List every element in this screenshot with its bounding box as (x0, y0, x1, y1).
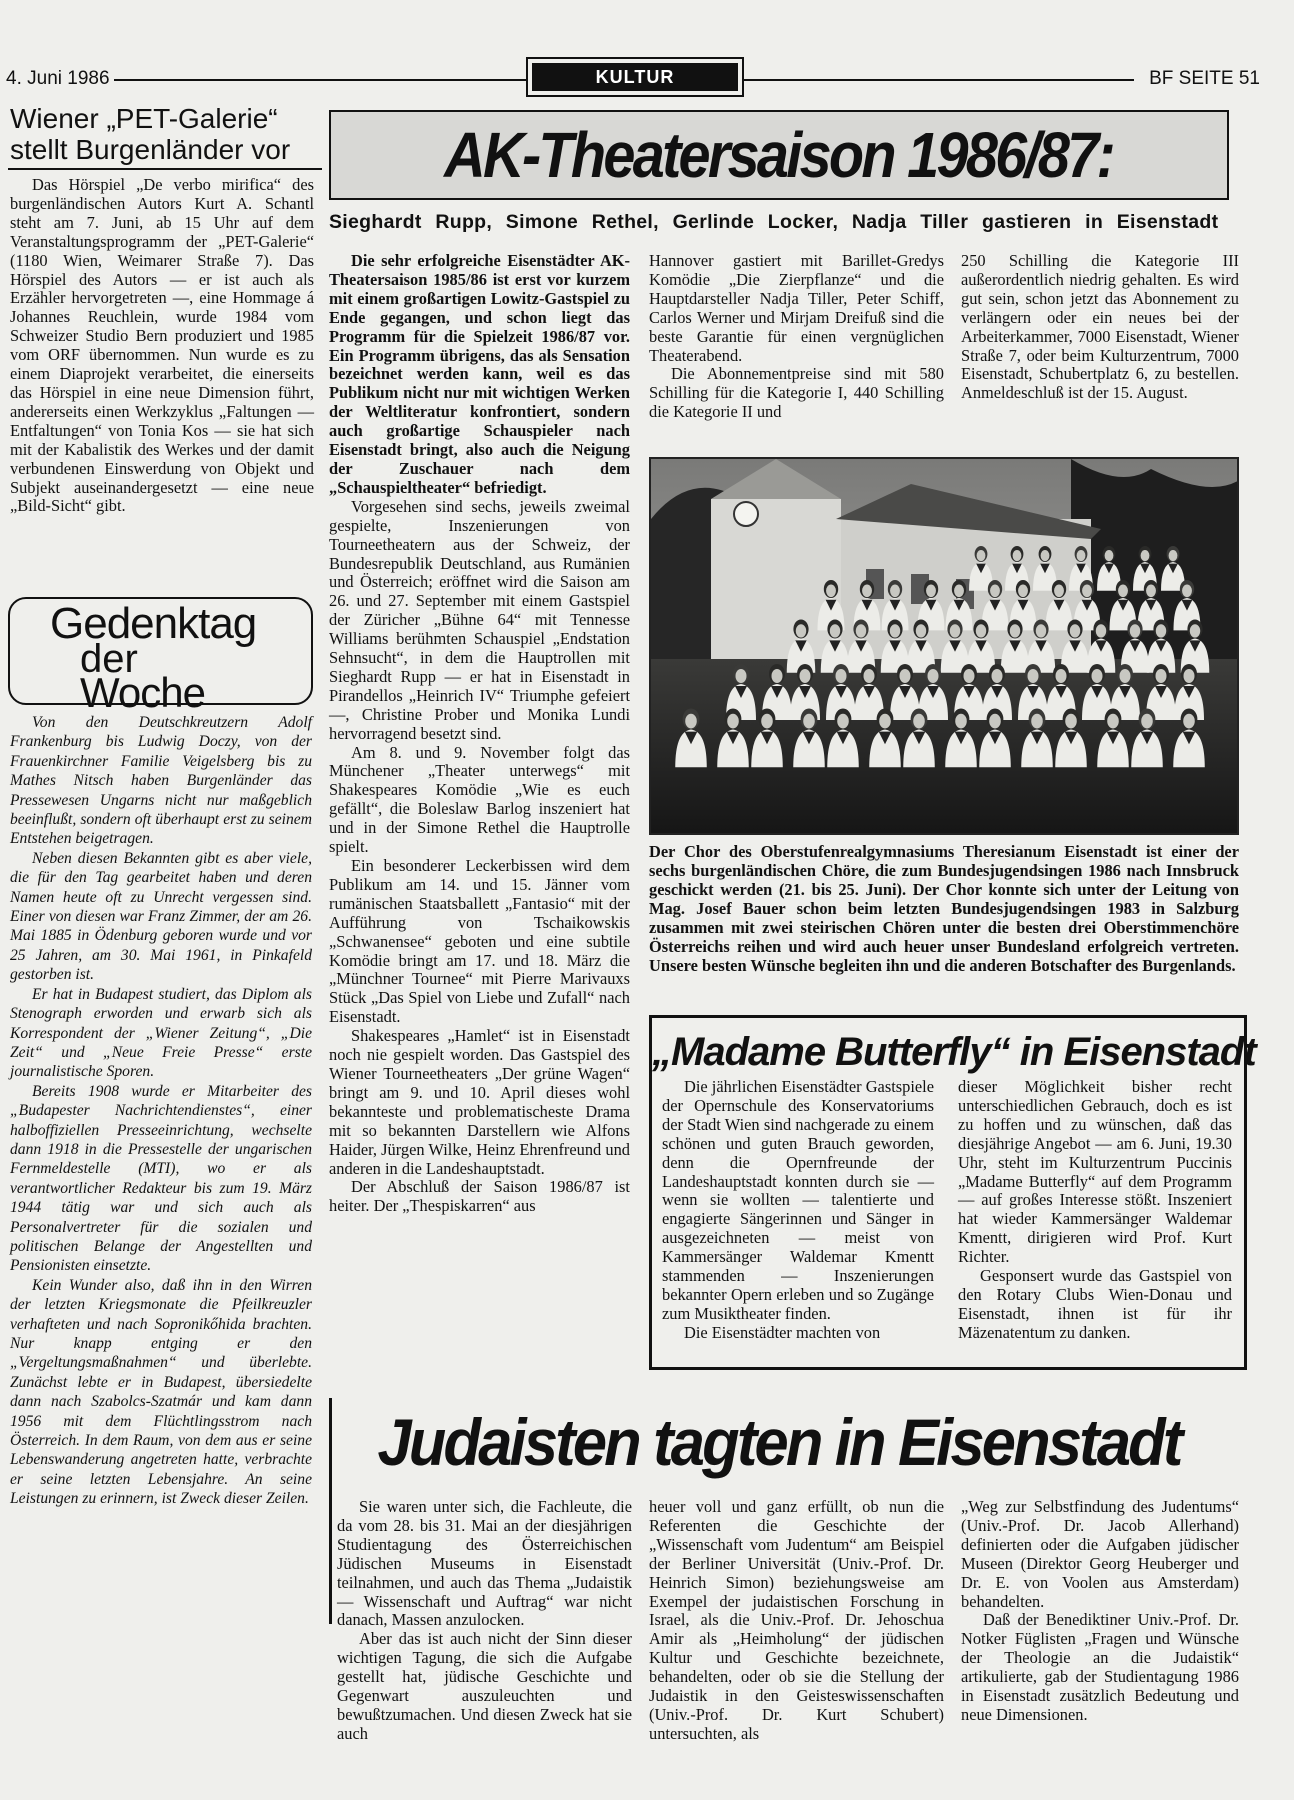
choir-member-face (1146, 585, 1156, 598)
choir-member-face (955, 714, 967, 729)
choir-member-face (1141, 714, 1153, 729)
issue-date: 4. Juni 1986 (6, 68, 114, 90)
butterfly-col1 (662, 1078, 934, 1343)
judaisten-paragraph: „Weg zur Selbstfindung des Judentums“ (Univ.-Prof. Dr. Jacob Allerhand) definierten oder die Aufgaben jüdischer Museen (Direktor Georg Heuberger und Dr. E. von Voolen aus Amsterdam) behandelten. (961, 1497, 1239, 1611)
choir-member-face (1190, 624, 1200, 637)
choir-member-face (1056, 669, 1067, 683)
choir-member-face (837, 714, 849, 729)
header-rule-right (742, 79, 1134, 81)
left-article-text: Das Hörspiel „De verbo mirifica“ des burgenländischen Autors Kurt A. Schantl steht am 7. Juni, ab 15 Uhr auf dem Veranstaltungsprogramm der „PET-Galerie“ (1180 Wien, Weimarer Straße 7). Das Hörspiel des Autors — er ist auch als Erzähler hervorgetreten —, eine Hommage á Johannes Reuchlein, wurde 1984 vom Schweizer Studio Bern produziert und 1985 vom ORF übernommen. Nun wurde es zu einem Diaprojekt verarbeitet, die einerseits das Hörspiel in eine neue Dimension führt, andererseits einen Werkzyklus „Faltungen — Entfaltungen“ von Tonia Kos — sie hat sich mit der Kabalistik des Werkes und der damit verbundenen Einswerdung von Objekt und Subjekt auseinandergesetzt — eine neue „Bild-Sicht“ gibt. (10, 175, 314, 516)
main-headline-box (329, 110, 1229, 200)
butterfly-paragraph: Gesponsert wurde das Gastspiel von den Rotary Clubs Wien-Donau und Eisenstadt, ihnen ist für ihr Mäzenatentum zu danken. (958, 1266, 1232, 1342)
choir-member-face (830, 624, 840, 637)
choir-member-face (1156, 624, 1166, 637)
gedenktag-paragraph: Kein Wunder also, daß ihn in den Wirren der letzten Kriegsmonate die Pfeilkreuzler verhafteten und nach Sopronikőhida brachten. Nur knapp entging er den „Vergeltungsmaßnahmen“ und überlebte. Zunächst lebte er in Budapest, übersiedelte dann nach Szabolcs-Szatmár und kam dann 1956 mit dem Flüchtlingsstrom nach Österreich. In dem Raum, von dem aus er seine Lebenswanderung angetreten hatte, verbrachte er seine letzten Lebensjahre. An seine Leistungen zu erinnern, ist Zweck dieser Zeilen. (10, 1276, 312, 1508)
judaisten-col2 (649, 1498, 944, 1744)
choir-member-face (1184, 669, 1195, 683)
judaisten-col1 (337, 1498, 632, 1744)
left-article-headline (10, 103, 322, 165)
choir-member-face (1156, 669, 1167, 683)
choir-member-face (990, 585, 1000, 598)
butterfly-headline: „Madame Butterfly“ in Eisenstadt (652, 1030, 1256, 1074)
butterfly-col2 (958, 1078, 1232, 1343)
choir-member-face (1082, 585, 1092, 598)
choir-member-face (992, 669, 1003, 683)
choir-member-face (1096, 624, 1106, 637)
judaisten-paragraph: Sie waren unter sich, die Fachleute, die da vom 28. bis 31. Mai an der diesjährigen Studientagung des Österreichischen Jüdischen Museums in Eisenstadt teilnahmen, und auch das Thema „Judaistik — Wissenschaft und Auftrag“ war nicht danach, Massen anzulocken. (337, 1497, 632, 1630)
gedenktag-paragraph: Er hat in Budapest studiert, das Diplom als Stenograph erworden und erwarb sich als Korrespondent der „Wiener Zeitung“, „Die Zeit“ und „Neue Freie Presse“ erste journalistische Sporen. (10, 985, 312, 1081)
choir-member-face (1070, 624, 1080, 637)
choir-member-face (1118, 585, 1128, 598)
choir-member-face (1169, 550, 1178, 561)
choir-member-face (1130, 624, 1140, 637)
main-article-col1 (329, 252, 630, 1216)
judaisten-headline: Judaisten tagten in Eisenstadt (377, 1405, 1181, 1479)
butterfly-article-box (649, 1015, 1256, 1370)
choir-member-face (772, 669, 783, 683)
choir-member-face (800, 669, 811, 683)
photo-caption: Der Chor des Oberstufenrealgymnasiums Theresianum Eisenstadt ist einer der sechs burgenländischen Chöre, die zum Bundesjugendsingen 1986 nach Innsbruck geschickt werden (21. bis 25. Juni). Der Chor konnte sich unter der Leitung von Mag. Josef Bauer schon beim letzten Bundesjugendsingen 1983 in Salzburg zusammen mit zwei steirischen Chören unter die besten drei Oberstimmenchöre Österreichs reihen und wird auch heuer unser Bundesland erfolgreich vertreten. Unsere besten Wünsche begleiten ihn und die anderen Botschafter des Burgenlands. (649, 842, 1239, 975)
main-article-paragraph: 250 Schilling die Kategorie III außerordentlich niedrig gehalten. Es wird gut sein, schon jetzt das Abonnement zu verlängern oder ein neues bei der Arbeiterkammer, 7000 Eisenstadt, Wiener Straße 7, oder beim Kulturzentrum, 7000 Eisenstadt, Schubertplatz 6, zu bestellen. Anmeldeschluß ist der 15. August. (961, 251, 1239, 403)
choir-member-face (989, 714, 1001, 729)
choir-member-face (1036, 624, 1046, 637)
page-number: BF SEITE 51 (1145, 68, 1260, 90)
choir-member-face (685, 714, 697, 729)
main-article-paragraph: Hannover gastiert mit Barillet-Gredys Komödie „Die Zierpflanze“ und die Hauptdarsteller Nadja Tiller, Peter Schiff, Carlos Werner und Mirjam Dreifuß sind die beste Garantie für einen vergnüglichen Theaterabend. (649, 251, 944, 365)
choir-member-face (836, 669, 847, 683)
gedenktag-body (10, 713, 312, 1509)
choir-member-face (1013, 550, 1022, 561)
choir-member-face (1041, 550, 1050, 561)
gedenktag-paragraph: Neben diesen Bekannten gibt es aber viele, die für den Tag gearbeitet haben und deren Namen heute oft zu Unrecht vergessen sind. Einer von diesen war Franz Zimmer, der am 26. Mai 1885 in Ödenburg geboren wurde und vor 25 Jahren, am 30. Mai 1961, in Pinkafeld gestorben ist. (10, 849, 312, 984)
choir-member-face (796, 624, 806, 637)
choir-member-face (879, 714, 891, 729)
choir-member-face (1182, 585, 1192, 598)
choir-member-face (862, 585, 872, 598)
choir-member-face (1077, 550, 1086, 561)
choir-member-face (916, 624, 926, 637)
main-article-paragraph: Vorgesehen sind sechs, jeweils zweimal gespielte, Inszenierungen von Tourneetheatern aus der Schweiz, der Bundesrepublik Deutschland, aus Rumänien und Österreich; eröffnet wird die Saison am 26. und 27. September mit einem Gastspiel der Züricher „Bühne 64“ mit Tennesse Williams berühmten Schauspiel „Endstation Sehnsucht“, in dem die Hauptrollen mit Sieghardt Rupp — er hat in Eisenstadt in Pirandellos „Heinrich IV“ Triumphe gefeiert —, Christine Prober und Monika Lundi hervorragend besetzt sind. (329, 496, 630, 743)
main-article-paragraph: Am 8. und 9. November folgt das Münchener „Theater unterwegs“ mit Shakespeares Komödie „Wie es euch gefällt“, die Boleslaw Barlog inszeniert hat und in der Simone Rethel die Hauptrolle spielt. (329, 742, 630, 857)
choir-member-face (890, 624, 900, 637)
judaisten-col3 (961, 1498, 1239, 1725)
choir-member-face (803, 714, 815, 729)
choir-member-face (977, 550, 986, 561)
butterfly-paragraph: Die jährlichen Eisenstädter Gastspiele der Opernschule des Konservatoriums der Stadt Wien sind nachgerade zu einem schönen und guten Brauch geworden, denn die Opernfreunde der Landeshauptstadt konnten durch sie — wenn sie wollten — talentierte und engagierte Sängerinnen und Sänger in ausgezeichneten — meist von Kammersänger Waldemar Kmentt stammenden — Inszenierungen bekannter Opern erleben und so Zugänge zum Musiktheater finden. (662, 1077, 934, 1323)
choir-member-face (1092, 669, 1103, 683)
judaisten-paragraph: Aber das ist auch nicht der Sinn dieser wichtigen Tagung, die sich die Aufgabe gestellt hat, jüdische Geschichte und Gegenwart auszuleuchten und bewußtzumachen. Und diesen Zweck hat sie auch (337, 1629, 632, 1743)
left-headline-line2: stellt Burgenländer vor (10, 134, 291, 165)
main-subheadline: Sieghardt Rupp, Simone Rethel, Gerlinde Locker, Nadja Tiller gastieren in Eisenstadt (329, 211, 1219, 233)
choir-member-face (727, 714, 739, 729)
left-headline-rule (8, 168, 322, 170)
choir-member-face (864, 669, 875, 683)
choir-member-face (1183, 714, 1195, 729)
left-headline-line1: Wiener „PET-Galerie“ (10, 103, 278, 134)
gedenktag-title-word1: Gedenktag (50, 599, 257, 648)
gedenktag-title-word2: der (80, 637, 138, 681)
header-rule-left (100, 79, 528, 81)
choir-member-face (954, 585, 964, 598)
choir-member-face (1105, 550, 1114, 561)
main-article-paragraph: Der Abschluß der Saison 1986/87 ist heiter. Der „Thespiskarren“ aus (329, 1177, 630, 1216)
choir-member-face (1107, 714, 1119, 729)
choir-member-face (928, 669, 939, 683)
choir-member-face (736, 669, 747, 683)
choir-member-face (1010, 624, 1020, 637)
section-label-box (526, 57, 744, 97)
main-article-paragraph: Shakespeares „Hamlet“ ist in Eisenstadt noch nie gespielt worden. Das Gastspiel des Wiener Tourneetheaters „Der grüne Wagen“ bringt am 9. und 10. April dieses wohl bekannteste und problematischeste Drama mit so bekannten Darstellern wie Alfons Haider, Jürgen Wilke, Heinz Ehrenfreund und anderen in die Landeshauptstadt. (329, 1026, 630, 1178)
gedenktag-title-word3: Woche (80, 669, 205, 716)
main-article-paragraph: Ein besonderer Leckerbissen wird dem Publikum am 14. und 15. Jänner vom rumänischen Staatsballett „Fantasio“ mit der Aufführung von Tschaikowskis „Schwanensee“ geboten und eine subtile Komödie bringt am 17. und 18. März die „Münchner Tournee“ mit Pierre Marivauxs Stück „Das Spiel von Liebe und Zufall“ nach Eisenstadt. (329, 856, 630, 1027)
choir-member-face (890, 585, 900, 598)
section-label: KULTUR (532, 63, 738, 91)
main-article-lead: Die sehr erfolgreiche Eisenstädter AK-Theatersaison 1985/86 ist erst vor kurzem mit einem großartigen Lowitz-Gastspiel zu Ende gegangen, und schon liegt das Programm für die Spielzeit 1986/87 vor. Ein Programm übrigens, das als Sensation bezeichnet werden kann, weil es das Publikum nicht nur mit wichtigen Werken der Weltliteratur konfrontiert, sondern auch großartige Schauspieler nach Eisenstadt bringt, also auch die Neigung der Zuschauer nach dem „Schauspieltheater“ befriedigt. (329, 251, 630, 497)
main-article-col2 (649, 252, 944, 422)
butterfly-paragraph: dieser Möglichkeit bisher recht unterschiedlichen Gebrauch, doch es ist zu hoffen und zu wünschen, daß das diesjährige Angebot — am 6. Juni, 19.30 Uhr, steht im Kulturzentrum Puccinis „Madame Butterfly“ auf dem Programm — auf großes Interesse stößt. Inszeniert hat wieder Kammersänger Waldemar Kmentt, dirigieren wird Prof. Kurt Richter. (958, 1077, 1232, 1267)
choir-member-face (1031, 714, 1043, 729)
main-article-col3 (961, 252, 1239, 403)
choir-member-face (761, 714, 773, 729)
left-article-body (10, 176, 314, 516)
choir-member-face (1018, 585, 1028, 598)
choir-member-face (1054, 585, 1064, 598)
gedenktag-paragraph: Von den Deutschkreutzern Adolf Frankenburg bis Ludwig Doczy, von der Frauenkirchner Familie Veigelsberg bis zu Mathes Nitsch haben Burgenländer das Pressewesen Ungarns nicht nur maßgeblich beeinflußt, sondern oft überhaupt erst zu seinem Entstehen beigetragen. (10, 714, 312, 848)
gedenktag-paragraph: Bereits 1908 wurde er Mitarbeiter des „Budapester Nachrichtendienstes“, einer halboffiziellen Presseeinrichtung, wechselte dann 1918 in die Pressestelle der ungarischen Fernmeldestelle (MTI), wo er als verantwortlicher Redakteur bis zum 19. März 1944 tätig war und sich auch als Personalvertreter für die sozialen und politischen Belange der Angestellten und Pensionisten einsetzte. (10, 1082, 312, 1275)
choir-member-face (1141, 550, 1150, 561)
judaisten-rule-left (329, 1398, 332, 1624)
choir-member-face (856, 624, 866, 637)
judaisten-paragraph: heuer voll und ganz erfüllt, ob nun die Referenten die Geschichte der „Wissenschaft vom Judentum“ am Beispiel der Berliner Universität (Univ.-Prof. Dr. Heinrich Simon) beziehungsweise am Exempel der judaistischen Forschung in Israel, als die Univ.-Prof. Dr. Jehoschua Amir als „Heimholung“ der jüdischen Kultur und Geschichte bezeichnete, behandelten, oder ob sie die Stellung der Judaistik in den Geisteswissenschaften (Univ.-Prof. Dr. Kurt Schubert) untersuchten, als (649, 1497, 944, 1743)
main-article-paragraph: Die Abonnementpreise sind mit 580 Schilling für die Kategorie I, 440 Schilling die Kategorie II und (649, 364, 944, 422)
butterfly-paragraph: Die Eisenstädter machten von (684, 1322, 881, 1342)
main-headline: AK-Theatersaison 1986/87: (444, 119, 1114, 191)
choir-member-face (964, 669, 975, 683)
choir-member-face (1028, 669, 1039, 683)
choir-member-face (826, 585, 836, 598)
choir-member-face (926, 585, 936, 598)
choir-member-face (900, 669, 911, 683)
choir-member-face (976, 624, 986, 637)
judaisten-paragraph: Daß der Benediktiner Univ.-Prof. Dr. Notker Füglisten „Fragen und Wünsche der Theologie an die Judaistik“ artikulierte, gab der Studientagung 1986 in Eisenstadt zusätzlich Bedeutung und neue Dimensionen. (961, 1610, 1239, 1724)
choir-photo (649, 457, 1239, 835)
choir-member-face (913, 714, 925, 729)
choir-member-face (1120, 669, 1131, 683)
choir-member-face (1065, 714, 1077, 729)
gedenktag-title-box (8, 597, 313, 716)
choir-member-face (950, 624, 960, 637)
